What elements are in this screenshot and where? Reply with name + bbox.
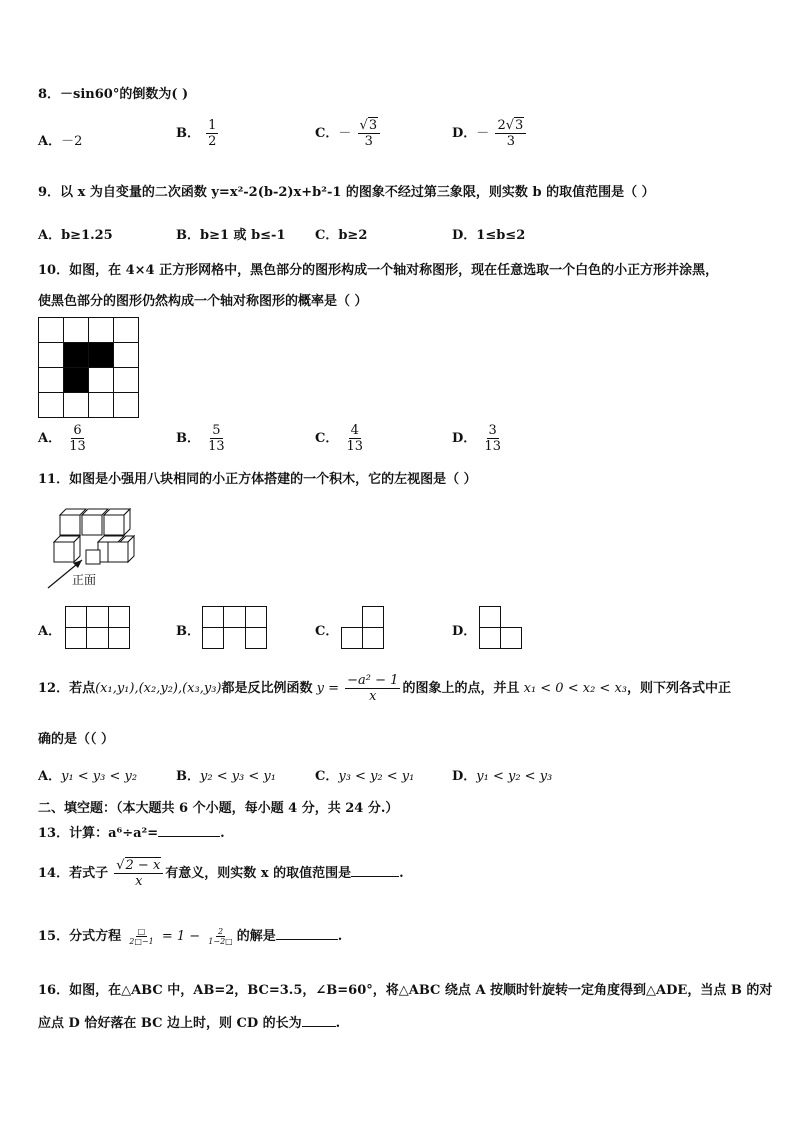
q8-b-den: 2: [208, 134, 217, 149]
q12-option-b: [176, 765, 276, 784]
q15-stem-b: 的解是: [236, 929, 276, 944]
q11-option-c-figure: [341, 606, 387, 651]
q8-d-den: 3: [506, 134, 515, 149]
q12-func-lhs: y =: [316, 681, 340, 696]
q11-option-b-label: B．: [176, 624, 200, 639]
q9-option-a: A．b≥1.25: [38, 228, 113, 243]
q8-option-b: [176, 118, 220, 149]
cube-front: [104, 515, 124, 535]
q8-d-radicand: 3: [515, 118, 524, 133]
q10-a-label: A．: [38, 431, 62, 446]
cube-front: [108, 542, 128, 562]
q12-option-a: [38, 765, 137, 784]
q13-stem: 13．计算：a⁶÷a²=: [38, 826, 159, 841]
q12-d-expr: y₁ < y₂ < y₃: [476, 769, 553, 784]
q8-d-label: D．: [452, 126, 477, 141]
q12-b-label: B．: [176, 769, 200, 784]
q12-option-d: [452, 765, 552, 784]
q12-condition: x₁ < 0 < x₂ < x₃: [523, 681, 627, 696]
q12-stem-c: 的图象上的点，并且: [402, 681, 520, 696]
q8-c-radicand: 3: [368, 118, 378, 133]
q14-den: x: [135, 874, 143, 889]
cube-top: [60, 509, 86, 515]
q8-b-num: 1: [208, 118, 217, 133]
q10-option-d: [452, 423, 505, 454]
q9-option-d: D．1≤b≤2: [452, 228, 526, 243]
q8-c-fraction: [358, 118, 381, 149]
q12-c-expr: y₃ < y₂ < y₁: [338, 769, 415, 784]
q12-d-label: D．: [452, 769, 477, 784]
q8-option-d: [452, 118, 528, 149]
q8-d-coef: 2: [497, 118, 506, 133]
q14-stem-b: 有意义，则实数 x 的取值范围是: [165, 866, 352, 881]
q10-b-label: B．: [176, 431, 200, 446]
q11-option-a-figure: [65, 606, 132, 651]
q12-option-c: [315, 765, 414, 784]
q10-option-c: [315, 423, 367, 454]
q8-d-num: 2√3: [495, 118, 526, 134]
q8-c-label: C．: [315, 126, 339, 141]
q10-option-b: [176, 423, 229, 454]
q11-option-d-label: D．: [452, 624, 477, 639]
q15-line: [38, 925, 342, 946]
q14-stem-a: 14．若式子: [38, 866, 109, 881]
q10-stem-line2: 使黑色部分的图形仍然构成一个轴对称图形的概率是（ ）: [38, 294, 368, 309]
q12-func-fraction: [345, 673, 400, 704]
q15-end: .: [337, 929, 343, 944]
q14-line: [38, 858, 404, 889]
q11-option-d-figure: [479, 606, 525, 651]
q10-black-cell: [63, 367, 88, 392]
q10-d-num: 3: [488, 423, 497, 438]
q12-stem-d: ，则下列各式中正: [626, 681, 731, 696]
q16-end: .: [335, 1016, 341, 1031]
q11-option-b-figure: [202, 606, 269, 651]
q11-option-c-label: C．: [315, 624, 339, 639]
q13-line: [38, 822, 225, 841]
q10-option-a: [38, 423, 90, 454]
q10-c-label: C．: [315, 431, 339, 446]
q12-points: (x₁,y₁),(x₂,y₂),(x₃,y₃): [95, 681, 222, 696]
q10-d-fraction: [482, 423, 503, 454]
q12-stem-a: 12．若点: [38, 681, 96, 696]
q10-b-den: 13: [208, 439, 225, 454]
q8-c-den: 3: [364, 134, 373, 149]
q11-option-a-label: A．: [38, 624, 62, 639]
q12-c-label: C．: [315, 769, 339, 784]
q10-b-num: 5: [212, 423, 221, 438]
q15-eq: = 1 −: [161, 929, 201, 944]
q16-line2-wrap: [38, 1012, 340, 1031]
cube-front: [86, 550, 100, 564]
q15-lhs-num: □: [137, 927, 146, 936]
q11-front-label: 正面: [72, 573, 97, 587]
q12-a-expr: y₁ < y₃ < y₂: [61, 769, 138, 784]
cube-front: [82, 515, 102, 535]
q12-stem-line2: 确的是（（ ）: [38, 732, 115, 747]
q14-num: √2 − x: [114, 858, 163, 874]
q9-option-b: B．b≥1 或 b≤-1: [176, 228, 286, 243]
q10-d-den: 13: [484, 439, 501, 454]
q12-b-expr: y₂ < y₃ < y₁: [200, 769, 276, 784]
section-heading-fill-in: 二、填空题：（本大题共 6 个小题，每小题 4 分，共 24 分.）: [38, 801, 399, 816]
q12-stem-line1: [38, 673, 731, 704]
q14-fraction: [114, 858, 163, 889]
q12-a-label: A．: [38, 769, 62, 784]
q13-answer-blank[interactable]: [158, 836, 220, 837]
q10-a-den: 13: [69, 439, 86, 454]
q8-a-label: A．: [38, 134, 62, 149]
q16-line1: 16．如图，在△ABC 中，AB=2，BC=3.5，∠B=60°，将△ABC 绕点 A 按顺时针旋转一定角度得到△ADE，当点 B 的对: [38, 983, 773, 998]
q14-answer-blank[interactable]: [351, 876, 399, 877]
q8-a-text: －2: [61, 134, 83, 149]
q8-option-c: [315, 118, 382, 149]
q15-answer-blank[interactable]: [276, 939, 338, 940]
q9-option-c: C．b≥2: [315, 228, 368, 243]
cube-front: [60, 515, 80, 535]
q8-b-label: B．: [176, 126, 200, 141]
q15-lhs-den: 2□−1: [129, 937, 154, 946]
q10-c-den: 13: [346, 439, 364, 454]
q12-func-num: −a² − 1: [347, 673, 399, 688]
q10-b-fraction: [206, 423, 227, 454]
q8-b-fraction: [206, 118, 218, 149]
cube-top: [98, 536, 124, 542]
q15-rhs-fraction: [206, 927, 234, 946]
q10-d-label: D．: [452, 431, 477, 446]
q10-grid-figure: [38, 317, 139, 418]
q8-d-fraction: [495, 118, 526, 149]
cube-top: [82, 509, 108, 515]
q14-radicand: 2 − x: [125, 858, 161, 873]
q12-func-den: x: [369, 689, 377, 704]
q8-stem: 8．－sin60°的倒数为( ): [38, 87, 189, 102]
q8-c-sign: －: [338, 126, 352, 141]
q15-stem-a: 15．分式方程: [38, 929, 122, 944]
q15-lhs-fraction: [127, 927, 155, 946]
q10-a-fraction: [67, 423, 88, 454]
q9-stem: 9．以 x 为自变量的二次函数 y=x²-2(b-2)x+b²-1 的图象不经过第三象限，则实数 b 的取值范围是（ ）: [38, 185, 655, 200]
q14-end: .: [399, 866, 404, 881]
cube-front: [54, 542, 74, 562]
q10-c-num: 4: [350, 423, 359, 438]
q16-line2: 应点 D 恰好落在 BC 边上时，则 CD 的长为: [38, 1016, 302, 1031]
q12-stem-b: 都是反比例函数: [221, 681, 313, 696]
q15-rhs-num: 2: [217, 927, 224, 936]
q8-option-a: [38, 130, 82, 149]
q8-c-num: √3: [358, 118, 381, 134]
q11-stem: 11．如图是小强用八块相同的小正方体搭建的一个积木，它的左视图是（ ）: [38, 472, 477, 487]
q8-d-sign: －: [476, 126, 490, 141]
q15-rhs-den: 1−2□: [208, 937, 233, 946]
q13-end: .: [220, 826, 225, 841]
q10-a-num: 6: [73, 423, 82, 438]
q16-answer-blank[interactable]: [302, 1026, 336, 1027]
q10-c-fraction: [345, 423, 366, 454]
q10-stem-line1: 10．如图，在 4×4 正方形网格中，黑色部分的图形构成一个轴对称图形，现在任意选取一个白色的小正方形并涂黑，: [38, 263, 719, 278]
